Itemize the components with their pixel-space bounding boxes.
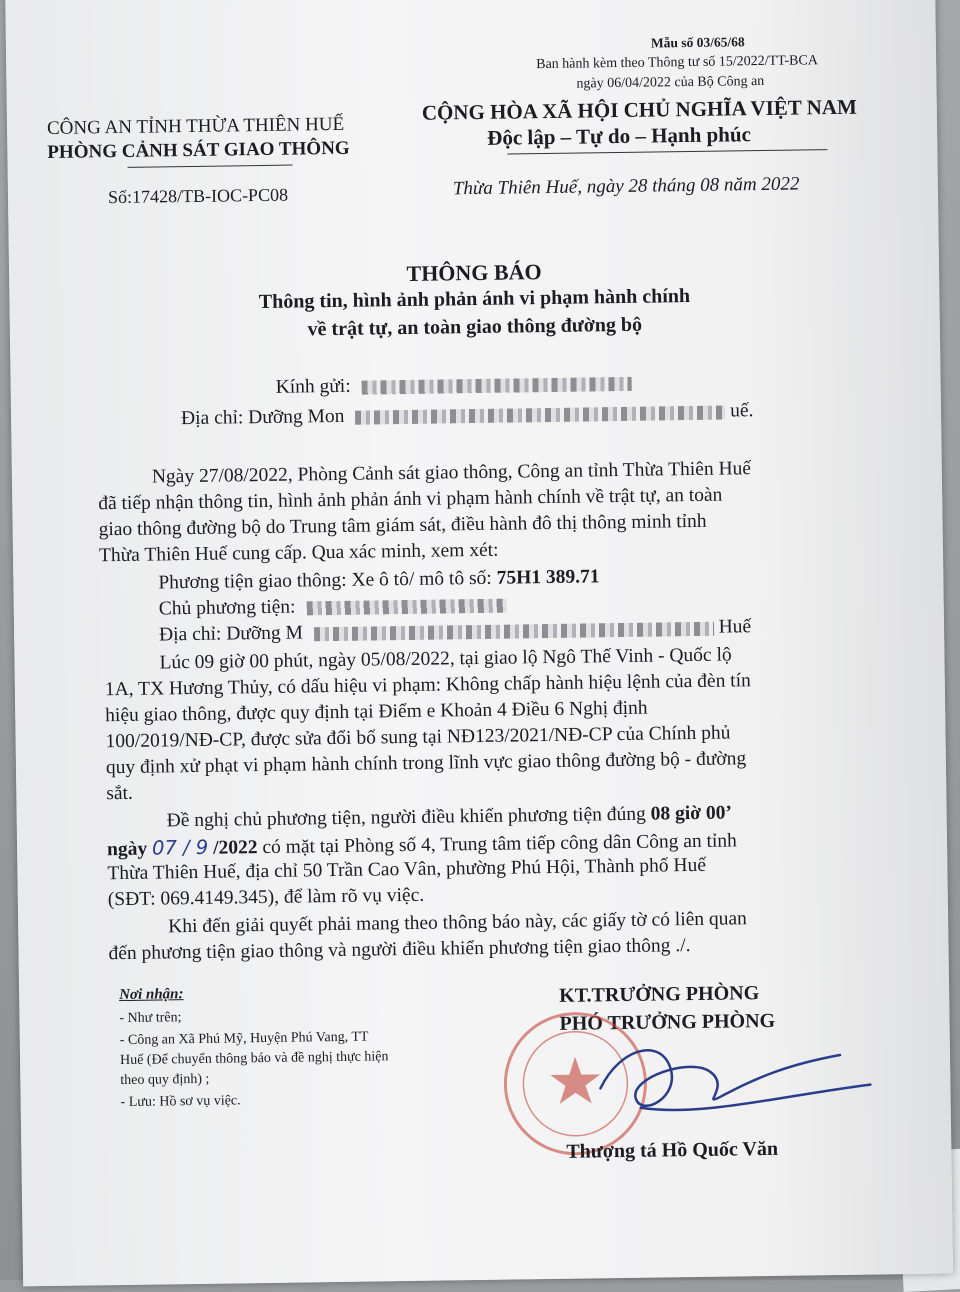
signature-title-1: KT.TRƯỞNG PHÒNG	[559, 982, 760, 1007]
recipients-heading: Nơi nhận:	[119, 986, 184, 1004]
paragraph-3-line-4: (SĐT: 069.4149.345), để làm rõ vụ việc.	[107, 884, 425, 911]
appointment-time: 08 giờ 00’	[650, 802, 733, 825]
paragraph-2-line-6: sắt.	[106, 782, 134, 805]
appointment-year: /2022	[212, 837, 258, 859]
recipient-address-label: Địa chỉ: Dưỡng Mon	[180, 405, 345, 430]
agency-name: CÔNG AN TỈNH THỪA THIÊN HUẾ	[46, 113, 345, 139]
redacted-owner-address	[314, 621, 714, 641]
handwritten-signature	[580, 1024, 882, 1138]
owner-address-line	[159, 616, 751, 646]
redacted-owner	[306, 598, 506, 615]
owner-address-label: Địa chỉ: Dưỡng M	[158, 622, 304, 646]
recipient-address-line	[181, 400, 754, 430]
document-subtitle-2: về trật tự, an toàn giao thông đường bộ	[307, 313, 643, 341]
recipients-line-5: - Lưu: Hồ sơ vụ việc.	[120, 1093, 241, 1111]
signature-title-2: PHÓ TRƯỞNG PHÒNG	[559, 1009, 776, 1035]
owner-label: Chủ phương tiện:	[158, 596, 296, 620]
vehicle-plate: 75H1 389.71	[496, 566, 600, 589]
issued-with-line2: ngày 06/04/2022 của Bộ Công an	[576, 73, 765, 92]
recipients-line-1: - Như trên;	[119, 1010, 182, 1027]
national-motto: Độc lập – Tự do – Hạnh phúc	[487, 122, 752, 150]
recipient-label: Kính gửi:	[275, 375, 351, 398]
national-title: CỘNG HÒA XÃ HỘI CHỦ NGHĨA VIỆT NAM	[421, 94, 857, 125]
paragraph-3-text: Đề nghị chủ phương tiện, người điều khiển phương tiện đúng	[166, 803, 646, 832]
motto-underline	[507, 149, 827, 154]
recipients-line-2: - Công an Xã Phú Mỹ, Huyện Phú Vang, TT	[119, 1029, 369, 1049]
recipients-line-3: Huế (Để chuyển thông báo và đề nghị thực hiện	[119, 1049, 389, 1069]
vehicle-label: Phương tiện giao thông: Xe ô tô/ mô tô số:	[158, 567, 492, 594]
recipient-line	[276, 372, 632, 399]
recipient-address-end: uế.	[729, 400, 754, 422]
owner-address-end: Huế	[718, 616, 752, 638]
paragraph-4-line-1: Khi đến giải quyết phải mang theo thông báo này, các giấy tờ có liên quan	[168, 908, 747, 938]
paragraph-1-line-1: Ngày 27/08/2022, Phòng Cảnh sát giao thông, Công an tỉnh Thừa Thiên Huế	[151, 458, 752, 488]
paragraph-2-line-1: Lúc 09 giờ 00 phút, ngày 05/08/2022, tại giao lộ Ngô Thế Vinh - Quốc lộ	[159, 644, 732, 674]
paragraph-4-line-2: đến phương tiện giao thông và người điều khiển phương tiện giao thông ./.	[108, 935, 691, 965]
recipients-line-4: theo quy định) ;	[120, 1071, 210, 1089]
signer-name: Thượng tá Hồ Quốc Văn	[566, 1137, 779, 1163]
redacted-name	[361, 376, 631, 394]
date-location: Thừa Thiên Huế, ngày 28 tháng 08 năm 2022	[452, 173, 800, 200]
paragraph-1-line-3: giao thông đường bộ do Trung tâm giám sát, điều hành đô thị thông minh tỉnh	[98, 510, 707, 541]
paragraph-2-line-4: 100/2019/NĐ-CP, được sửa đổi bổ sung tại NĐ123/2021/NĐ-CP của Chính phủ	[105, 722, 731, 753]
owner-line	[159, 594, 507, 621]
appointment-place: có mặt tại Phòng số 4, Trung tâm tiếp công dân Công an tỉnh	[262, 830, 738, 859]
form-number: Mẫu số 03/65/68	[650, 34, 745, 51]
paragraph-2-line-3: hiệu giao thông, được quy định tại Điểm e Khoản 4 Điều 6 Nghị định	[105, 697, 648, 727]
paragraph-2-line-2: 1A, TX Hương Thủy, có dấu hiệu vi phạm: Không chấp hành hiệu lệnh của đèn tín	[104, 670, 751, 701]
department-name: PHÒNG CẢNH SÁT GIAO THÔNG	[47, 137, 350, 163]
appointment-day-label: ngày	[106, 838, 148, 861]
notice-document	[5, 0, 953, 1286]
paragraph-3-line-3: Thừa Thiên Huế, địa chỉ 50 Trần Cao Vân, phường Phú Hội, Thành phố Huế	[107, 854, 707, 885]
handwritten-date: 07 / 9	[151, 835, 209, 860]
paragraph-3-line-1	[167, 802, 732, 832]
paragraph-1-line-2: đã tiếp nhận thông tin, hình ảnh phản ánh vi phạm hành chính về trật tự, an toàn	[98, 484, 723, 515]
issued-with-line1: Ban hành kèm theo Thông tư số 15/2022/TT-BCA	[536, 53, 819, 73]
document-title: THÔNG BÁO	[406, 259, 542, 286]
agency-underline	[128, 165, 293, 168]
document-subtitle-1: Thông tin, hình ảnh phản ánh vi phạm hành chính	[258, 285, 691, 314]
paragraph-1-line-4: Thừa Thiên Huế cung cấp. Qua xác minh, xem xét:	[98, 539, 499, 567]
reference-number: Số:17428/TB-IOC-PC08	[107, 184, 289, 208]
paragraph-2-line-5: quy định xử phạt vi phạm hành chính trong lĩnh vực giao thông đường bộ - đường	[105, 748, 747, 779]
redacted-address	[355, 405, 725, 424]
vehicle-line	[158, 566, 599, 594]
